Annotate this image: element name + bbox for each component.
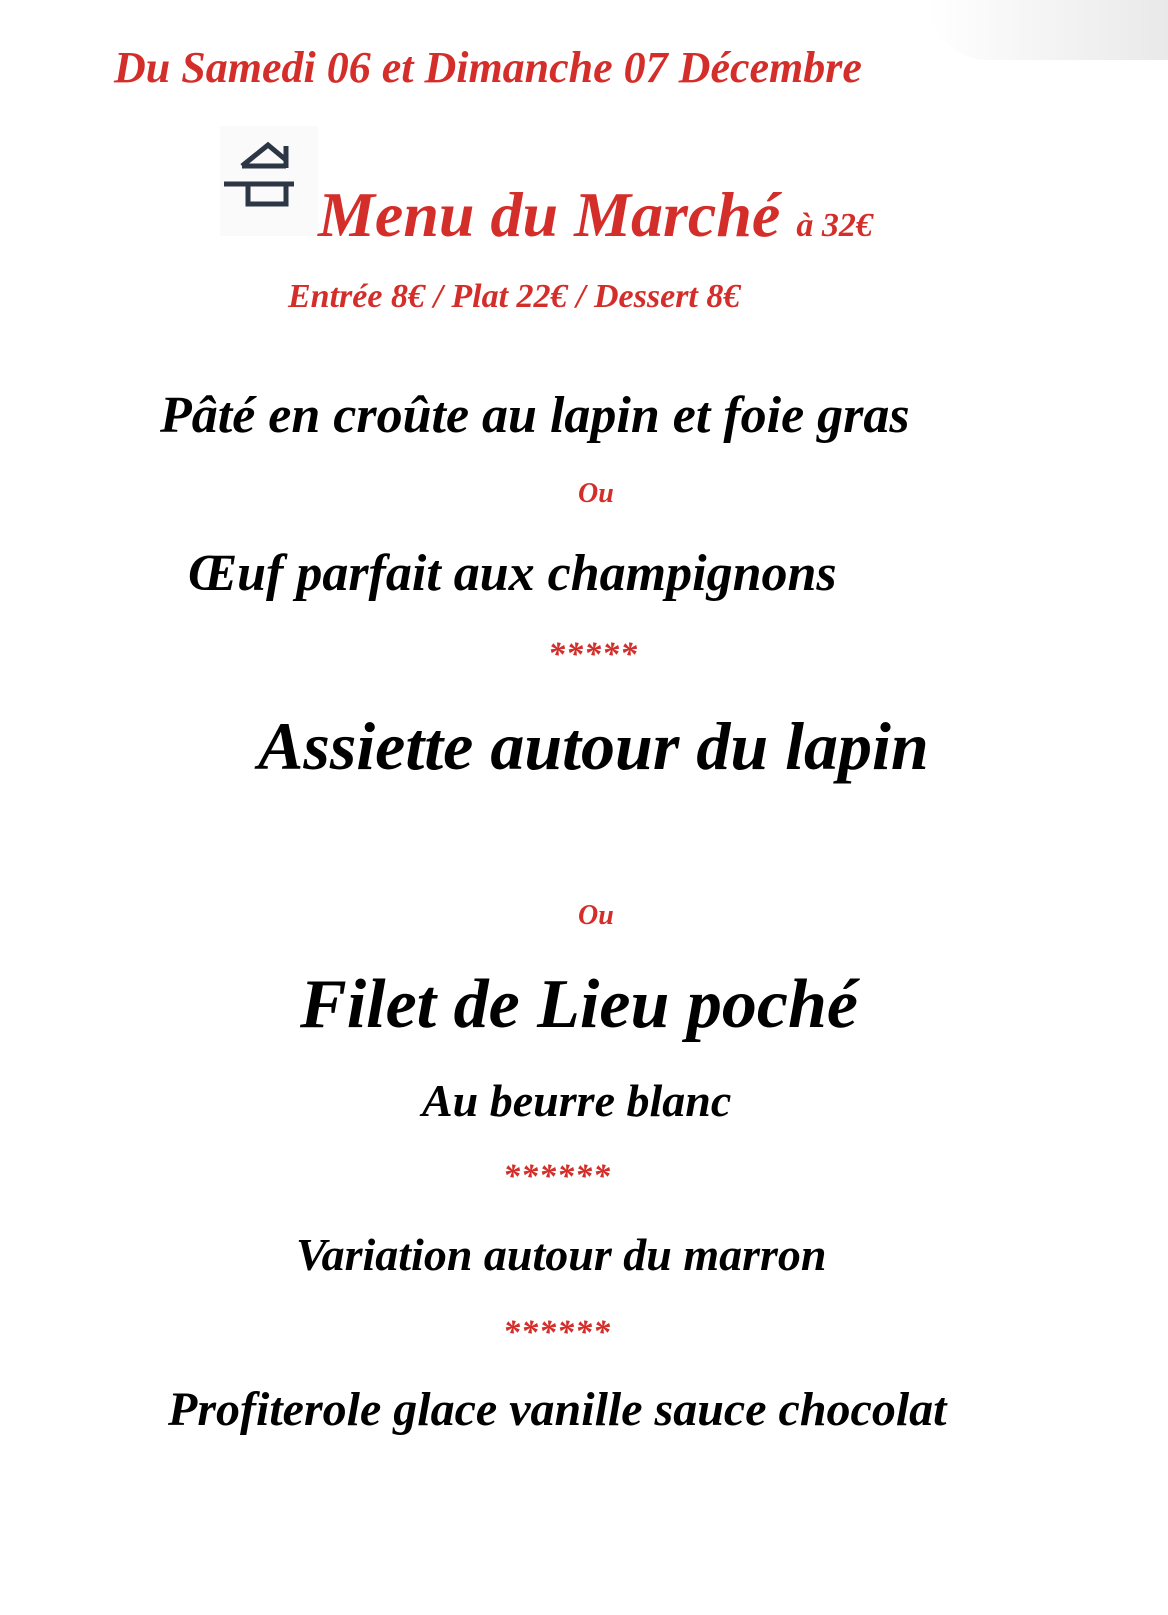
main-or-divider: Ou	[578, 900, 614, 931]
menu-title	[318, 179, 873, 250]
starter-or-divider: Ou	[578, 478, 614, 509]
dessert-option-1: Variation autour du marron	[296, 1229, 827, 1280]
date-heading: Du Samedi 06 et Dimanche 07 Décembre	[114, 43, 862, 92]
dessert-option-2: Profiterole glace vanille sauce chocolat	[168, 1383, 947, 1436]
starter-option-1: Pâté en croûte au lapin et foie gras	[160, 387, 910, 444]
menu-price: à 32€	[796, 207, 873, 244]
price-breakdown: Entrée 8€ / Plat 22€ / Dessert 8€	[288, 278, 741, 315]
course-separator-1: *****	[548, 636, 638, 673]
main-option-1: Assiette autour du lapin	[258, 708, 929, 784]
course-separator-3: ******	[503, 1314, 611, 1351]
menu-title-text: Menu du Marché	[318, 179, 781, 250]
main-option-2: Filet de Lieu poché	[300, 966, 858, 1043]
fait-maison-house-icon	[220, 126, 318, 236]
starter-option-2: Œuf parfait aux champignons	[188, 545, 837, 602]
course-separator-2: ******	[503, 1158, 611, 1195]
main-option-2-subtitle: Au beurre blanc	[422, 1075, 732, 1126]
page-corner-shadow	[928, 0, 1168, 60]
